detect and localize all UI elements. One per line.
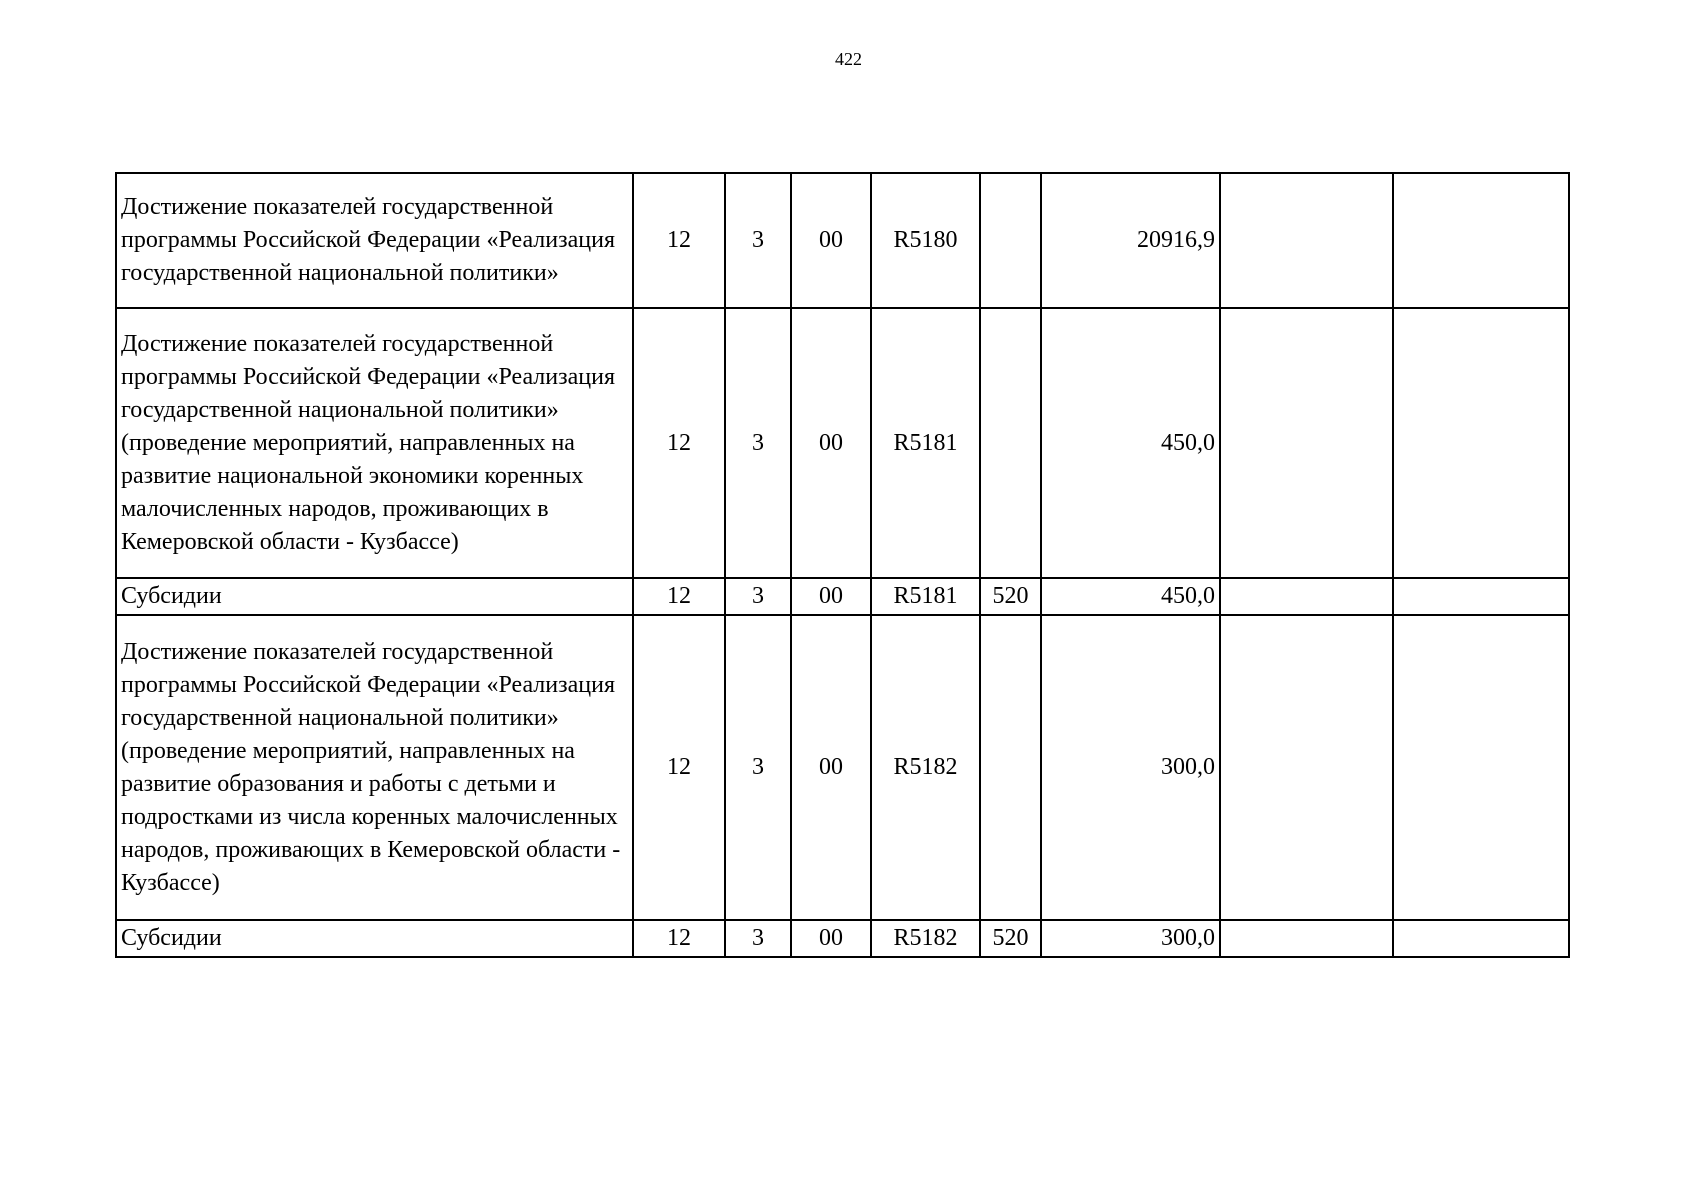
expense-type-cell: 520 — [980, 920, 1041, 957]
expense-type-cell — [980, 173, 1041, 308]
extra-amount-cell — [1220, 308, 1393, 578]
row-name-cell: Достижение показателей государственной программы Российской Федерации «Реализация государственной национальной политики» (проведение мероприятий, направленных на развитие образования и работы с детьми и подростками из числа коренных малочисленных народов, проживающих в Кемеровской области - Кузбассе) — [116, 615, 633, 920]
program-code-cell: 00 — [791, 615, 871, 920]
program-code-cell: 00 — [791, 578, 871, 615]
target-item-cell: R5182 — [871, 615, 980, 920]
target-item-cell: R5180 — [871, 173, 980, 308]
program-code-cell: 00 — [791, 920, 871, 957]
extra-amount-cell — [1393, 578, 1569, 615]
table-row — [116, 615, 1569, 920]
table-row — [116, 920, 1569, 957]
amount-cell: 300,0 — [1041, 920, 1220, 957]
extra-amount-cell — [1220, 615, 1393, 920]
row-name-cell: Достижение показателей государственной программы Российской Федерации «Реализация государственной национальной политики» — [116, 173, 633, 308]
row-name-cell: Достижение показателей государственной программы Российской Федерации «Реализация государственной национальной политики» (проведение мероприятий, направленных на развитие национальной экономики коренных малочисленных народов, проживающих в Кемеровской области - Кузбассе) — [116, 308, 633, 578]
extra-amount-cell — [1220, 578, 1393, 615]
subsection-cell: 3 — [725, 308, 791, 578]
row-name-cell: Субсидии — [116, 578, 633, 615]
section-cell: 12 — [633, 173, 725, 308]
section-cell: 12 — [633, 615, 725, 920]
subsection-cell: 3 — [725, 615, 791, 920]
section-cell: 12 — [633, 920, 725, 957]
extra-amount-cell — [1220, 920, 1393, 957]
amount-cell: 300,0 — [1041, 615, 1220, 920]
budget-table — [115, 172, 1570, 958]
table-row — [116, 308, 1569, 578]
page-number: 422 — [835, 49, 862, 69]
section-cell: 12 — [633, 308, 725, 578]
amount-cell: 450,0 — [1041, 578, 1220, 615]
program-code-cell: 00 — [791, 173, 871, 308]
table-row — [116, 578, 1569, 615]
target-item-cell: R5182 — [871, 920, 980, 957]
expense-type-cell: 520 — [980, 578, 1041, 615]
target-item-cell: R5181 — [871, 308, 980, 578]
section-cell: 12 — [633, 578, 725, 615]
extra-amount-cell — [1393, 308, 1569, 578]
program-code-cell: 00 — [791, 308, 871, 578]
row-name-cell: Субсидии — [116, 920, 633, 957]
extra-amount-cell — [1393, 615, 1569, 920]
expense-type-cell — [980, 308, 1041, 578]
extra-amount-cell — [1393, 920, 1569, 957]
subsection-cell: 3 — [725, 578, 791, 615]
subsection-cell: 3 — [725, 173, 791, 308]
expense-type-cell — [980, 615, 1041, 920]
subsection-cell: 3 — [725, 920, 791, 957]
extra-amount-cell — [1220, 173, 1393, 308]
target-item-cell: R5181 — [871, 578, 980, 615]
amount-cell: 450,0 — [1041, 308, 1220, 578]
amount-cell: 20916,9 — [1041, 173, 1220, 308]
table-row — [116, 173, 1569, 308]
extra-amount-cell — [1393, 173, 1569, 308]
